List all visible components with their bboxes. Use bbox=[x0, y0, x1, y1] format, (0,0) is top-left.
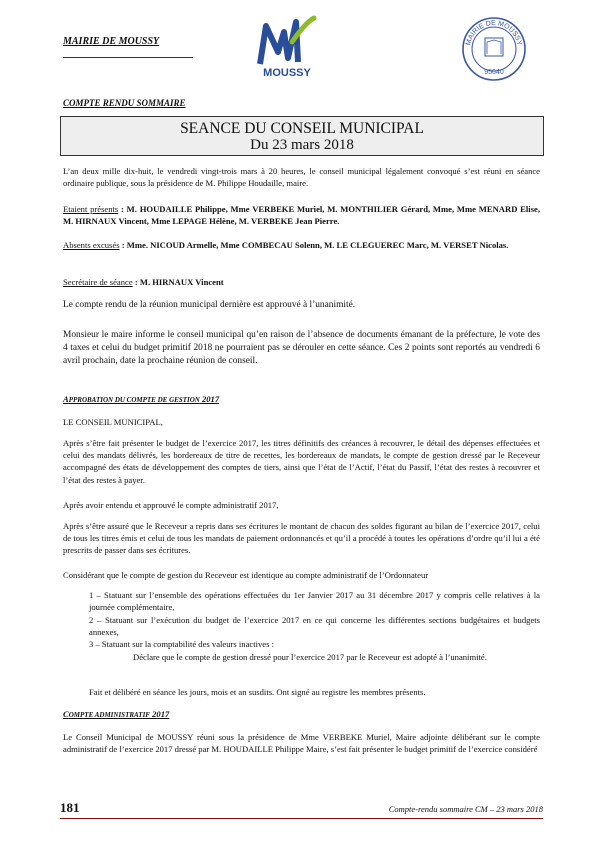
list-item-1: 1 – Statuant sur l’ensemble des opérations effectuées du 1er Janvier 2017 au 31 décembre 2017 y compris celle relatives à la journée complémentaire, bbox=[89, 590, 540, 613]
council-heading: LE CONSEIL MUNICIPAL, bbox=[63, 417, 163, 427]
present-names: : M. HOUDAILLE Philippe, Mme VERBEKE Muriel, M. MONTHILIER Gérard, Mme, Mme MENARD Elise, M. HIRNAUX Vincent, Mme LEPAGE Hélène, M. VERBEKE Jean Pierre. bbox=[63, 204, 540, 227]
title-line1: SEANCE DU CONSEIL MUNICIPAL bbox=[180, 120, 424, 137]
section-heading-administratif: COMPTE ADMINISTRATIF 2017 bbox=[63, 709, 170, 719]
footer-rule bbox=[60, 818, 543, 819]
paragraph-considering: Considérant que le compte de gestion du Receveur est identique au compte administratif de l’Ordonnateur bbox=[63, 570, 429, 580]
logo-text: MOUSSY bbox=[263, 67, 311, 79]
secretary-paragraph bbox=[63, 276, 540, 288]
mairie-stamp bbox=[461, 16, 527, 82]
header-rule bbox=[63, 57, 193, 58]
footer-text: Compte-rendu sommaire CM – 23 mars 2018 bbox=[388, 804, 543, 814]
svg-text:MAIRIE DE MOUSSY: MAIRIE DE MOUSSY bbox=[465, 19, 523, 47]
done-paragraph: Fait et délibéré en séance les jours, mois et an susdits. Ont signé au registre les membres présents. bbox=[89, 687, 426, 697]
present-paragraph bbox=[63, 203, 540, 227]
title-line2: Du 23 mars 2018 bbox=[250, 137, 354, 153]
approval-paragraph: Le compte rendu de la réunion municipal dernière est approuvé à l’unanimité. bbox=[63, 300, 356, 310]
page-number: 181 bbox=[60, 800, 80, 815]
paragraph-budget: Après s’être fait présenter le budget de l’exercice 2017, les titres définitifs des créances à recouvrer, le détail des dépenses effectuées et celui des mandats délivrés, les bordereaux de titre de recettes, les bordereaux de mandats, le compte de gestion dressé par le Receveur accompagné des états de développement des comptes de tiers, ainsi que l’état de l’Actif, l’état du Passif, l’état des restes à recouvrer et l’état des restes à payer. bbox=[63, 438, 540, 485]
doc-subtitle: COMPTE RENDU SOMMAIRE bbox=[63, 98, 186, 108]
absent-paragraph bbox=[63, 239, 540, 251]
title-box bbox=[60, 116, 544, 156]
list-item-3: 3 – Statuant sur la comptabilité des valeurs inactives : bbox=[89, 639, 274, 649]
absent-label: Absents excusés bbox=[63, 240, 120, 250]
declare-paragraph: Déclare que le compte de gestion dressé pour l’exercice 2017 par le Receveur est adopté à l’unanimité. bbox=[133, 652, 487, 662]
taxes-paragraph: Monsieur le maire informe le conseil municipal qu’en raison de l’absence de documents émanant de la préfecture, le vote des 4 taxes et celui du budget primitif 2018 ne pourraient pas se dérouler en cette séance. Ces 2 points sont reportés au vendredi 6 avril prochain, date la prochaine réunion de conseil. bbox=[63, 330, 540, 367]
absent-names: : Mme. NICOUD Armelle, Mme COMBECAU Solenn, M. LE CLEGUEREC Marc, M. VERSET Nicolas. bbox=[119, 240, 509, 250]
section-heading-gestion: APPROBATION DU COMPTE DE GESTION 2017 bbox=[63, 394, 220, 404]
intro-paragraph: L’an deux mille dix-huit, le vendredi vingt-trois mars à 20 heures, le conseil municipal légalement convoqué s’est réuni en séance ordinaire publique, sous la présidence de M. Philippe Houdaille, maire. bbox=[63, 166, 540, 189]
paragraph-approved: Après avoir entendu et approuvé le compte administratif 2017, bbox=[63, 500, 279, 510]
mairie-header: MAIRIE DE MOUSSY bbox=[63, 36, 160, 47]
list-item-2: 2 – Statuant sur l’exécution du budget de l’exercice 2017 en ce qui concerne les différentes sections budgétaires et budgets annexes, bbox=[89, 615, 540, 638]
moussy-logo bbox=[248, 12, 326, 80]
paragraph-receveur: Après s’être assuré que le Receveur a repris dans ses écritures le montant de chacun des soldes figurant au bilan de l’exercice 2017, celui de tous les titres émis et celui de tous les mandats de paiement ordonnancés et qu’il a procédé à toutes les opérations d’ordre qu’il lui a été prescrits de passer dans ses écritures. bbox=[63, 521, 540, 556]
svg-text:95640: 95640 bbox=[484, 69, 504, 76]
secretary-label: Secrétaire de séance bbox=[63, 277, 133, 287]
paragraph-administratif: Le Conseil Municipal de MOUSSY réuni sous la présidence de Mme VERBEKE Muriel, Maire adjointe délibérant sur le compte administratif de l’exercice 2017 dressé par M. HOUDAILLE Philippe Maire, s’est fait présenter le budget primitif de l’exercice considéré bbox=[63, 732, 540, 755]
present-label: Etaient présents bbox=[63, 204, 119, 214]
secretary-name: : M. HIRNAUX Vincent bbox=[132, 277, 224, 287]
